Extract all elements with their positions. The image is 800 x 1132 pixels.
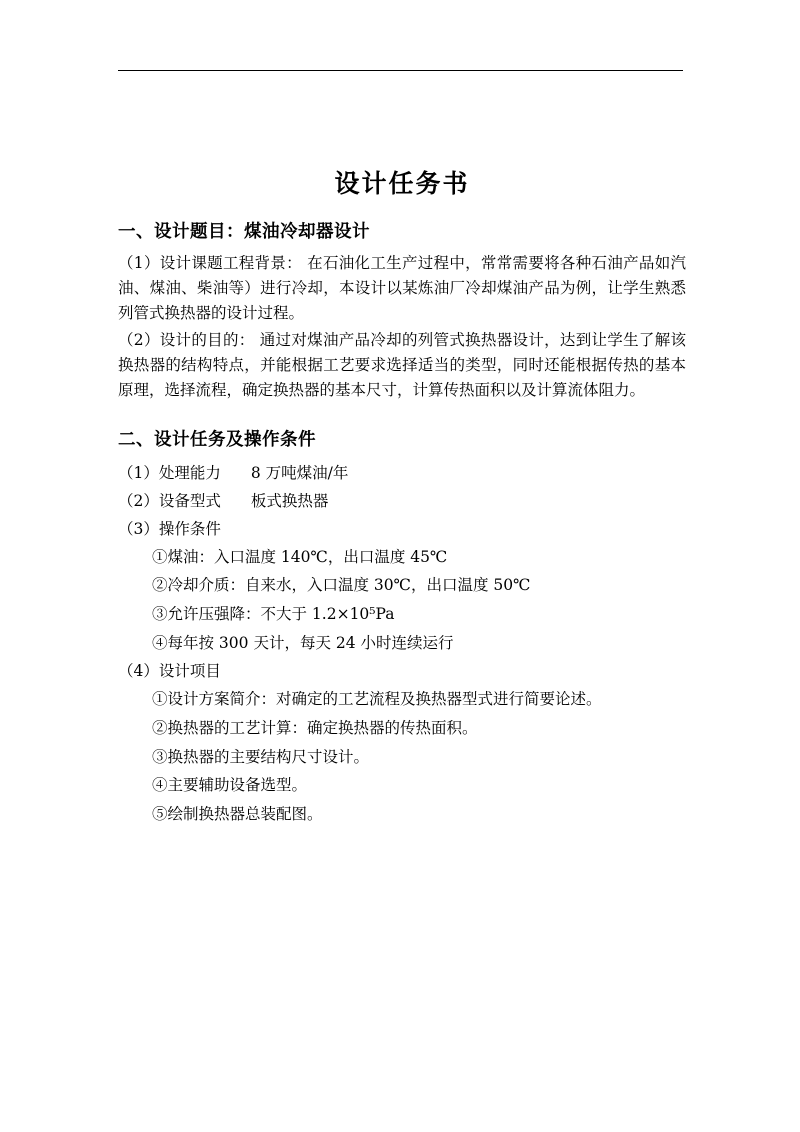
section-heading-1: 一、设计题目：煤油冷却器设计 bbox=[118, 221, 370, 242]
task-item-2-label: （2）设备型式 bbox=[118, 491, 221, 510]
spacer bbox=[118, 405, 686, 417]
task-item-1-label: （1）处理能力 bbox=[118, 463, 221, 482]
task-item-3-sub-2: ②冷却介质：自来水，入口温度 30℃，出口温度 50℃ bbox=[152, 576, 531, 595]
task-item-3 bbox=[118, 516, 686, 542]
task-item-4-sub-2: ②换热器的工艺计算：确定换热器的传热面积。 bbox=[152, 719, 478, 738]
task-item-3-label: （3）操作条件 bbox=[118, 519, 221, 538]
task-item-3-sub-1: ①煤油：入口温度 140℃，出口温度 45℃ bbox=[152, 547, 448, 566]
task-item-2-value: 板式换热器 bbox=[250, 491, 329, 510]
task-item-4-sub-5: ⑤绘制换热器总装配图。 bbox=[152, 805, 323, 824]
task-item-4-sub-1: ①设计方案简介：对确定的工艺流程及换热器型式进行简要论述。 bbox=[152, 690, 602, 709]
task-item-1 bbox=[118, 460, 686, 486]
task-item-3-sub-3: ③允许压强降：不大于 1.2×10⁵Pa bbox=[152, 605, 395, 624]
page-title: 设计任务书 bbox=[334, 169, 470, 198]
task-item-4 bbox=[118, 658, 686, 684]
task-item-2 bbox=[118, 488, 686, 514]
section-1-paragraph-2: （2）设计的目的： 通过对煤油产品冷却的列管式换热器设计，达到让学生了解该换热器的结构特点，并能根据工艺要求选择适当的类型，同时还能根据传热的基本原理，选择流程，确定换热器的基本尺寸，计算传热面积以及计算流体阻力。 bbox=[118, 331, 686, 400]
task-item-4-label: （4）设计项目 bbox=[118, 662, 221, 681]
section-1-paragraph-1: （1）设计课题工程背景： 在石油化工生产过程中，常常需要将各种石油产品如汽油、煤油、柴油等）进行冷却，本设计以某炼油厂冷却煤油产品为例，让学生熟悉列管式换热器的设计过程。 bbox=[118, 253, 686, 322]
task-item-4-sub-4: ④主要辅助设备选型。 bbox=[152, 776, 308, 795]
task-item-1-value: 8 万吨煤油/年 bbox=[250, 463, 349, 482]
header-divider bbox=[118, 70, 683, 71]
section-heading-2: 二、设计任务及操作条件 bbox=[118, 430, 316, 451]
task-item-3-sub-4: ④每年按 300 天计，每天 24 小时连续运行 bbox=[152, 633, 454, 652]
document-content bbox=[118, 168, 686, 830]
task-item-4-sub-3: ③换热器的主要结构尺寸设计。 bbox=[152, 747, 370, 766]
